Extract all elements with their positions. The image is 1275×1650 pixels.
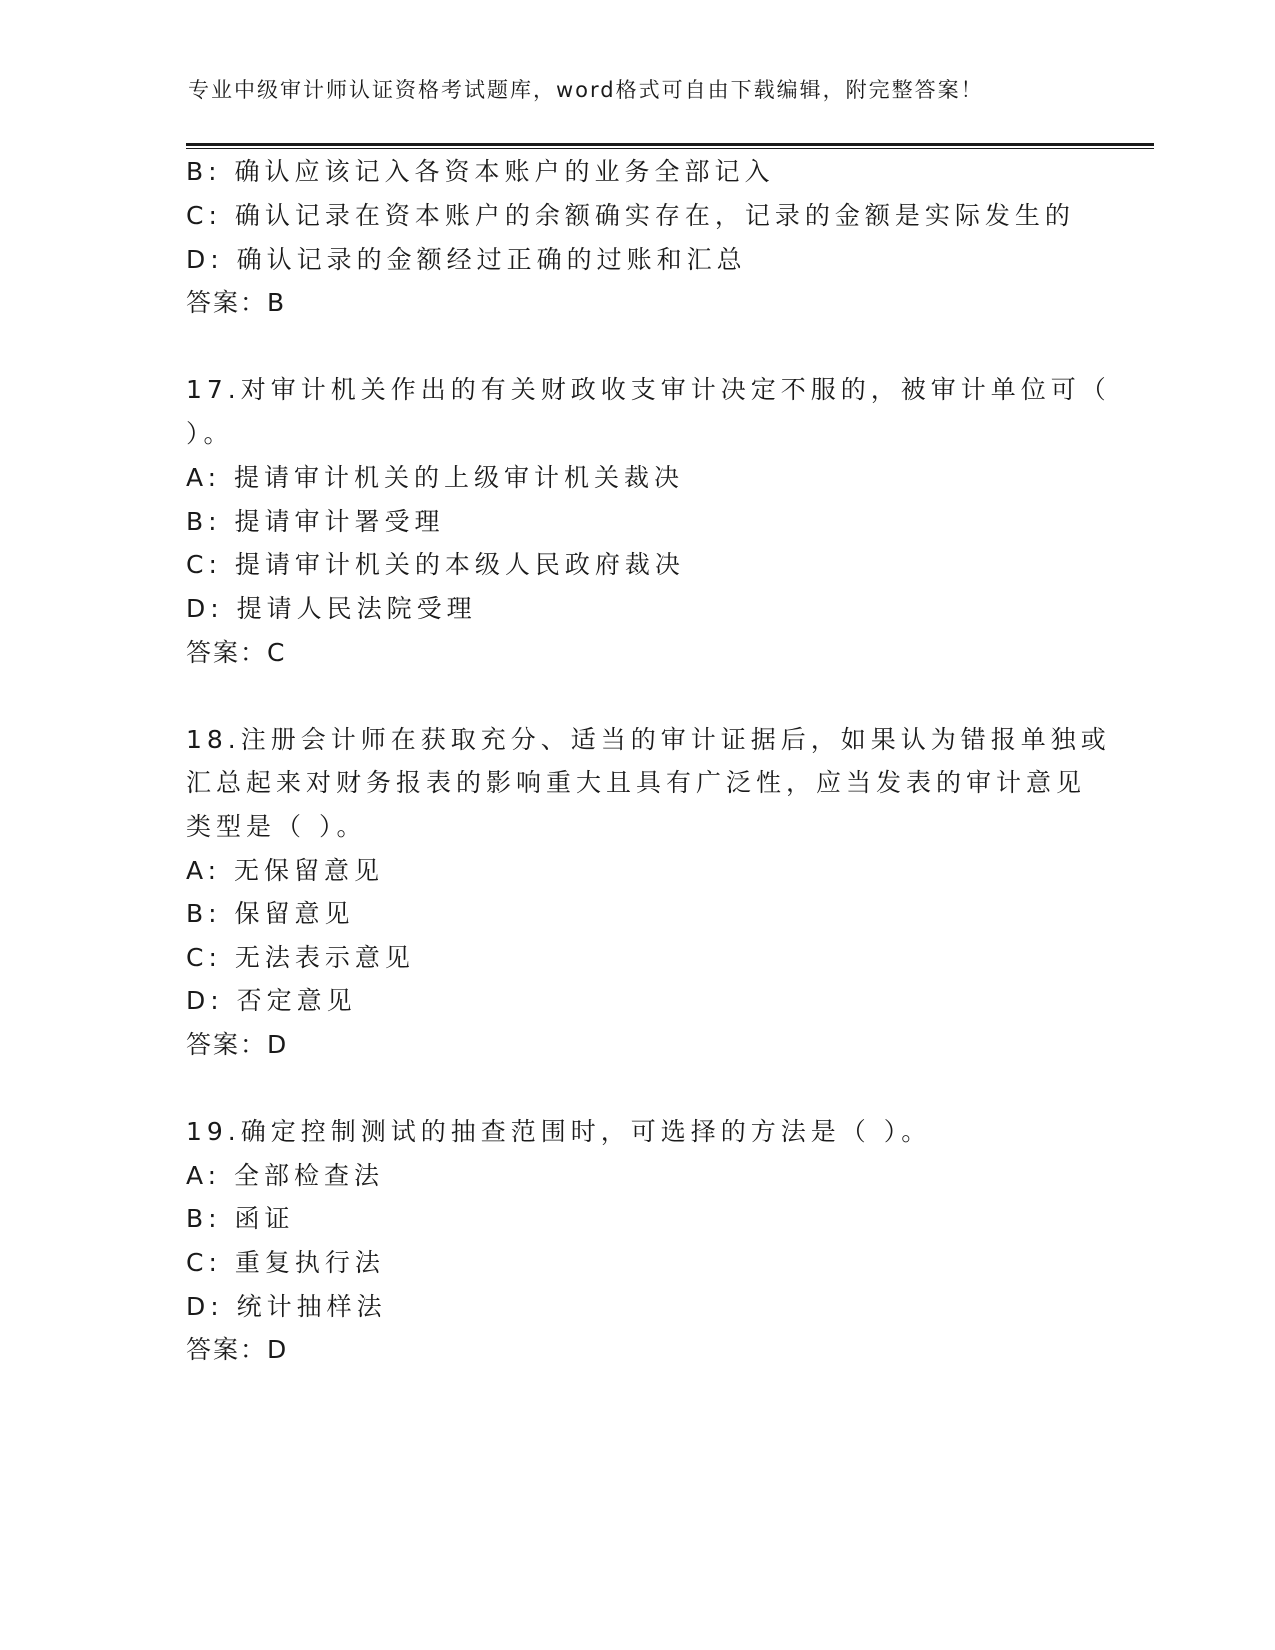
- q16-option-b: B: 确认应该记入各资本账户的业务全部记入: [186, 157, 775, 186]
- q17-stem-line1: 17.对审计机关作出的有关财政收支审计决定不服的，被审计单位可（: [186, 375, 1111, 404]
- q19-answer: 答案：D: [186, 1335, 289, 1364]
- header-divider: [186, 143, 1154, 149]
- q16-option-d: D: 确认记录的金额经过正确的过账和汇总: [186, 245, 747, 274]
- q19-stem-line1: 19.确定控制测试的抽查范围时，可选择的方法是（ ）。: [186, 1117, 932, 1146]
- q17-stem-line2: ）。: [186, 419, 234, 448]
- q18-option-c: C: 无法表示意见: [186, 943, 415, 972]
- q18-option-d: D: 否定意见: [186, 986, 357, 1015]
- q19-option-c: C: 重复执行法: [186, 1248, 385, 1277]
- q18-stem-line3: 类型是（ ）。: [186, 812, 367, 841]
- q18-stem-line1: 18.注册会计师在获取充分、适当的审计证据后，如果认为错报单独或: [186, 725, 1111, 754]
- page-header: 专业中级审计师认证资格考试题库，word格式可自由下载编辑，附完整答案！: [188, 78, 984, 102]
- q17-option-d: D: 提请人民法院受理: [186, 594, 477, 623]
- q19-option-a: A: 全部检查法: [186, 1161, 385, 1190]
- q18-answer: 答案：D: [186, 1030, 289, 1059]
- q18-option-a: A: 无保留意见: [186, 856, 385, 885]
- q17-answer: 答案：C: [186, 638, 287, 667]
- q16-answer: 答案：B: [186, 288, 287, 317]
- q17-option-a: A: 提请审计机关的上级审计机关裁决: [186, 463, 685, 492]
- q19-option-d: D: 统计抽样法: [186, 1292, 387, 1321]
- q19-option-b: B: 函证: [186, 1204, 295, 1233]
- q16-option-c: C: 确认记录在资本账户的余额确实存在，记录的金额是实际发生的: [186, 201, 1075, 230]
- q18-option-b: B: 保留意见: [186, 899, 355, 928]
- q17-option-c: C: 提请审计机关的本级人民政府裁决: [186, 550, 685, 579]
- q17-option-b: B: 提请审计署受理: [186, 507, 445, 536]
- q18-stem-line2: 汇总起来对财务报表的影响重大且具有广泛性，应当发表的审计意见: [186, 768, 1087, 797]
